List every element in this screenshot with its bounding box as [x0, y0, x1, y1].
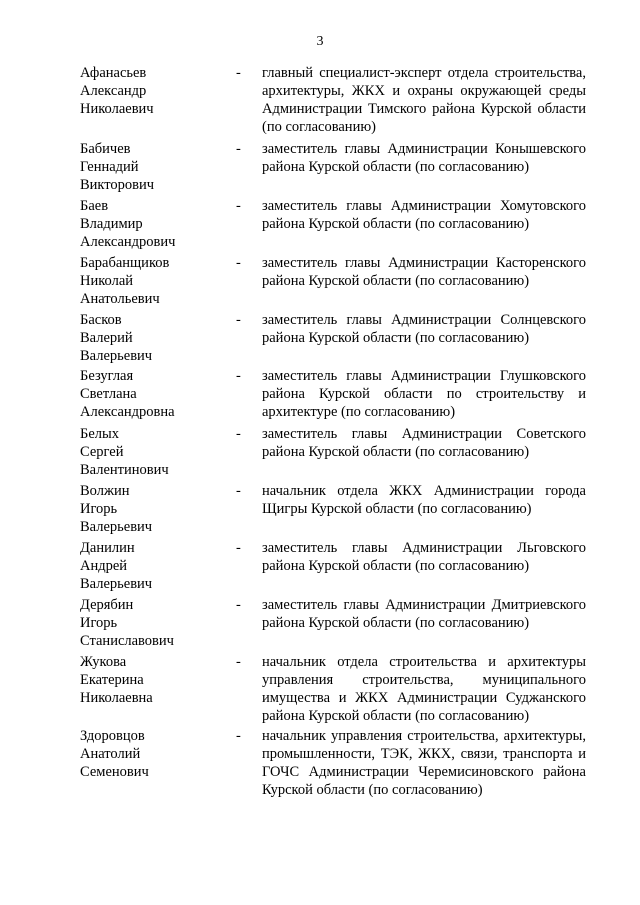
person-name — [80, 197, 230, 251]
patronymic: Станиславович — [80, 633, 174, 649]
patronymic: Валентинович — [80, 462, 169, 478]
dash: - — [236, 368, 241, 384]
dash: - — [236, 312, 241, 328]
position-description: начальник отдела ЖКХ Администрации города Щигры Курской области (по согласованию) — [262, 483, 586, 517]
page-number: 3 — [316, 34, 324, 49]
surname: Белых — [80, 426, 119, 442]
first-name: Анатолий — [80, 746, 141, 762]
person-name — [80, 653, 230, 707]
first-name: Николай — [80, 273, 134, 289]
first-name: Валерий — [80, 330, 133, 346]
position-description: заместитель главы Администрации Хомутовского района Курской области (по согласованию) — [262, 198, 586, 232]
person-name — [80, 64, 230, 118]
first-name: Андрей — [80, 558, 128, 574]
person-name — [80, 596, 230, 650]
first-name: Геннадий — [80, 159, 139, 175]
position-description: заместитель главы Администрации Льговского района Курской области (по согласованию) — [262, 540, 586, 574]
patronymic: Александровна — [80, 404, 175, 420]
first-name: Игорь — [80, 501, 118, 517]
dash: - — [236, 728, 241, 744]
position-description: начальник управления строительства, архитектуры, промышленности, ТЭК, ЖКХ, связи, транспорта и ГОЧС Администрации Черемисиновского района Курской области (по согласованию) — [262, 728, 586, 798]
position-description: главный специалист-эксперт отдела строительства, архитектуры, ЖКХ и охраны окружающей среды Администрации Тимского района Курской области (по согласованию) — [262, 65, 586, 135]
dash: - — [236, 255, 241, 271]
person-name — [80, 482, 230, 536]
surname: Данилин — [80, 540, 135, 556]
position-description: начальник отдела строительства и архитектуры управления строительства, муниципального имущества и ЖКХ Администрации Суджанского района Курской области (по согласованию) — [262, 654, 586, 724]
patronymic: Валерьевич — [80, 519, 153, 535]
surname: Барабанщиков — [80, 255, 170, 271]
first-name: Сергей — [80, 444, 124, 460]
position-description: заместитель главы Администрации Конышевского района Курской области (по согласованию) — [262, 141, 586, 175]
surname: Жукова — [80, 654, 127, 670]
patronymic: Валерьевич — [80, 576, 153, 592]
person-name — [80, 539, 230, 593]
surname: Дерябин — [80, 597, 134, 613]
position-description: заместитель главы Администрации Советского района Курской области (по согласованию) — [262, 426, 586, 460]
person-name — [80, 311, 230, 365]
patronymic: Николаевич — [80, 101, 154, 117]
patronymic: Семенович — [80, 764, 149, 780]
first-name: Светлана — [80, 386, 137, 402]
surname: Волжин — [80, 483, 130, 499]
position-description: заместитель главы Администрации Солнцевского района Курской области (по согласованию) — [262, 312, 586, 346]
person-name — [80, 367, 230, 421]
first-name: Екатерина — [80, 672, 144, 688]
patronymic: Викторович — [80, 177, 155, 193]
surname: Безуглая — [80, 368, 134, 384]
position-description: заместитель главы Администрации Глушковского района Курской области по строительству и архитектуре (по согласованию) — [262, 368, 586, 420]
dash: - — [236, 426, 241, 442]
dash: - — [236, 597, 241, 613]
person-name — [80, 254, 230, 308]
dash: - — [236, 65, 241, 81]
dash: - — [236, 654, 241, 670]
position-description: заместитель главы Администрации Касторенского района Курской области (по согласованию) — [262, 255, 586, 289]
person-name — [80, 140, 230, 194]
surname: Здоровцов — [80, 728, 145, 744]
person-name — [80, 727, 230, 781]
surname: Баев — [80, 198, 109, 214]
surname: Бабичев — [80, 141, 131, 157]
dash: - — [236, 141, 241, 157]
patronymic: Александрович — [80, 234, 176, 250]
patronymic: Николаевна — [80, 690, 153, 706]
dash: - — [236, 198, 241, 214]
first-name: Владимир — [80, 216, 143, 232]
surname: Афанасьев — [80, 65, 147, 81]
patronymic: Валерьевич — [80, 348, 153, 364]
first-name: Александр — [80, 83, 147, 99]
dash: - — [236, 483, 241, 499]
patronymic: Анатольевич — [80, 291, 160, 307]
position-description: заместитель главы Администрации Дмитриевского района Курской области (по согласованию) — [262, 597, 586, 631]
first-name: Игорь — [80, 615, 118, 631]
dash: - — [236, 540, 241, 556]
surname: Басков — [80, 312, 122, 328]
person-name — [80, 425, 230, 479]
